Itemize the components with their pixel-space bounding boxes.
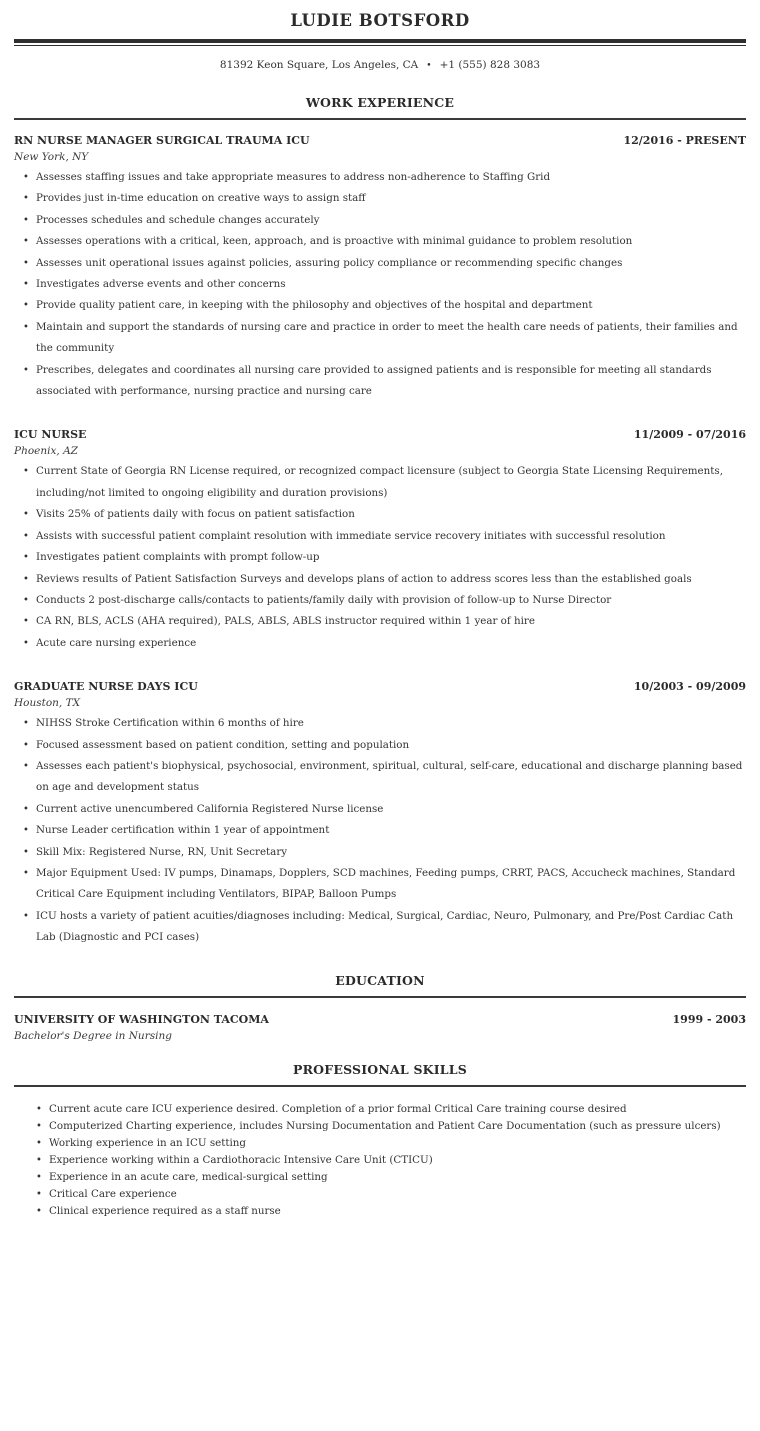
job-header	[14, 133, 746, 149]
job-location: New York, NY	[14, 151, 89, 163]
skills-section	[14, 1062, 746, 1220]
job-location: Phoenix, AZ	[14, 445, 78, 458]
job-bullets	[14, 167, 746, 402]
list-item: • Nurse Leader certification within 1 year of appointment	[36, 820, 746, 841]
header-divider-thin	[14, 45, 746, 46]
list-item: • Processes schedules and schedule changes accurately	[36, 210, 746, 231]
section-divider	[14, 996, 746, 998]
school-name: UNIVERSITY OF WASHINGTON TACOMA	[14, 1012, 269, 1026]
skills-list	[14, 1101, 746, 1220]
list-item: • Major Equipment Used: IV pumps, Dinamaps, Dopplers, SCD machines, Feeding pumps, CRRT, PACS, Accucheck machines, Standard Critical Care Equipment including Ventilators, BIPAP, Balloon Pumps	[36, 863, 746, 906]
job-bullets	[14, 713, 746, 948]
resume-page	[14, 0, 746, 1220]
degree: Bachelor's Degree in Nursing	[14, 1029, 172, 1042]
list-item: • CA RN, BLS, ACLS (AHA required), PALS, ABLS, ABLS instructor required within 1 year of hire	[36, 611, 746, 632]
list-item: • Critical Care experience	[49, 1186, 746, 1203]
section-divider	[14, 118, 746, 120]
list-item: • Reviews results of Patient Satisfaction Surveys and develops plans of action to address scores less than the established goals	[36, 569, 746, 590]
job-location: Houston, TX	[14, 697, 81, 710]
list-item: • Investigates patient complaints with prompt follow-up	[36, 547, 746, 568]
job-title: ICU NURSE	[14, 428, 87, 442]
job-entry	[14, 679, 746, 948]
job-bullets	[14, 461, 746, 654]
list-item: • Experience working within a Cardiothoracic Intensive Care Unit (CTICU)	[49, 1152, 746, 1169]
contact-line	[14, 57, 746, 73]
list-item: • Skill Mix: Registered Nurse, RN, Unit Secretary	[36, 842, 746, 863]
education-section	[14, 973, 746, 1046]
section-title-skills: PROFESSIONAL SKILLS	[292, 1061, 467, 1077]
list-item: • Investigates adverse events and other concerns	[36, 274, 746, 295]
list-item: • Assesses each patient's biophysical, psychosocial, environment, spiritual, cultural, self-care, educational and discharge planning based on age and development status	[36, 756, 746, 799]
list-item: • Current active unencumbered California Registered Nurse license	[36, 799, 746, 820]
contact-address: 81392 Keon Square, Los Angeles, CA	[219, 59, 419, 71]
list-item: • Assesses operations with a critical, keen, approach, and is proactive with minimal guidance to problem resolution	[36, 231, 746, 252]
section-title-education: EDUCATION	[335, 972, 425, 988]
job-entry	[14, 427, 746, 654]
education-entry	[14, 1012, 746, 1046]
list-item: • Assists with successful patient complaint resolution with immediate service recovery initiates with successful resolution	[36, 526, 746, 547]
list-item: • Current acute care ICU experience desired. Completion of a prior formal Critical Care training course desired	[49, 1101, 746, 1118]
work-experience-section	[14, 95, 746, 949]
contact-phone: +1 (555) 828 3083	[439, 59, 541, 71]
job-header	[14, 679, 746, 695]
list-item: • Provides just in-time education on creative ways to assign staff	[36, 188, 746, 209]
list-item: • Assesses staffing issues and take appropriate measures to address non-adherence to Staffing Grid	[36, 167, 746, 188]
list-item: • NIHSS Stroke Certification within 6 months of hire	[36, 713, 746, 734]
candidate-name: LUDIE BOTSFORD	[290, 11, 470, 30]
list-item: • Visits 25% of patients daily with focus on patient satisfaction	[36, 504, 746, 525]
job-header	[14, 427, 746, 443]
contact-separator: •	[426, 61, 432, 71]
job-entry	[14, 133, 746, 402]
list-item: • Computerized Charting experience, includes Nursing Documentation and Patient Care Documentation (such as pressure ulcers)	[49, 1118, 746, 1135]
list-item: • Provide quality patient care, in keeping with the philosophy and objectives of the hospital and department	[36, 295, 746, 316]
list-item: • Experience in an acute care, medical-surgical setting	[49, 1169, 746, 1186]
list-item: • Focused assessment based on patient condition, setting and population	[36, 735, 746, 756]
section-title-work: WORK EXPERIENCE	[305, 95, 455, 110]
list-item: • Prescribes, delegates and coordinates all nursing care provided to assigned patients and is responsible for meeting all standards associated with performance, nursing practice and nursing care	[36, 360, 746, 403]
job-dates: 10/2003 - 09/2009	[633, 680, 746, 694]
list-item: • Working experience in an ICU setting	[49, 1135, 746, 1152]
education-dates: 1999 - 2003	[672, 1012, 746, 1026]
list-item: • Clinical experience required as a staff nurse	[49, 1203, 746, 1220]
list-item: • Maintain and support the standards of nursing care and practice in order to meet the health care needs of patients, their families and the community	[36, 317, 746, 360]
list-item: • Current State of Georgia RN License required, or recognized compact licensure (subject to Georgia State Licensing Requirements, including/not limited to ongoing eligibility and duration provisions)	[36, 461, 746, 504]
list-item: • ICU hosts a variety of patient acuities/diagnoses including: Medical, Surgical, Cardiac, Neuro, Pulmonary, and Pre/Post Cardiac Cath Lab (Diagnostic and PCI cases)	[36, 906, 746, 949]
education-header	[14, 1012, 746, 1028]
list-item: • Assesses unit operational issues against policies, assuring policy compliance or recommending specific changes	[36, 253, 746, 274]
list-item: • Conducts 2 post-discharge calls/contacts to patients/family daily with provision of follow-up to Nurse Director	[36, 590, 746, 611]
job-title: RN NURSE MANAGER SURGICAL TRAUMA ICU	[14, 134, 310, 147]
list-item: • Acute care nursing experience	[36, 633, 746, 654]
job-title: GRADUATE NURSE DAYS ICU	[14, 680, 198, 694]
section-divider	[14, 1085, 746, 1087]
job-dates: 12/2016 - PRESENT	[623, 134, 746, 147]
header-divider-thick	[14, 39, 746, 43]
job-dates: 11/2009 - 07/2016	[633, 428, 746, 442]
